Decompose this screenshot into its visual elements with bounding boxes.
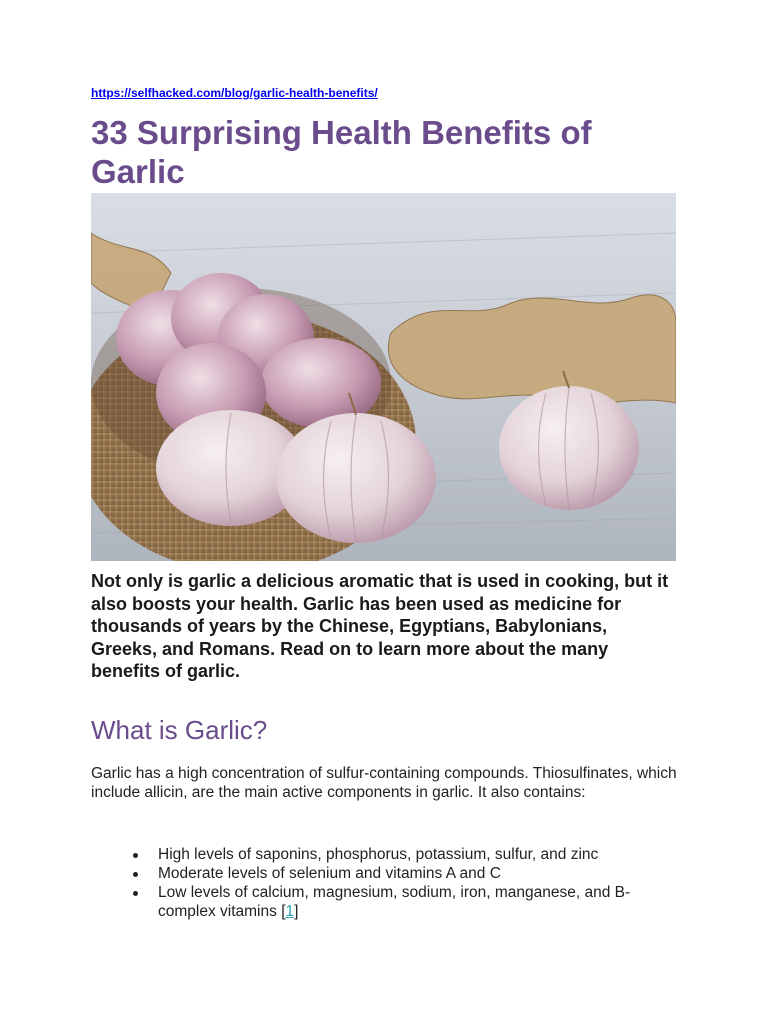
article-title: 33 Surprising Health Benefits of Garlic (91, 114, 592, 190)
list-item (91, 864, 677, 883)
list-item-text: High levels of saponins, phosphorus, potassium, sulfur, and zinc (158, 846, 599, 863)
bullet-icon (133, 872, 138, 877)
list-item-text: Low levels of calcium, magnesium, sodium, iron, manganese, and B-complex vitamins (158, 884, 631, 920)
garlic-photo (91, 193, 676, 561)
source-url-link[interactable]: https://selfhacked.com/blog/garlic-health-benefits/ (91, 86, 378, 100)
intro-paragraph: Not only is garlic a delicious aromatic that is used in cooking, but it also boosts your health. Garlic has been used as medicine for thousands of years by the Chinese, Egyptians, Babylonians, Greeks, and Romans. Read on to learn more about the many benefits of garlic. (91, 571, 669, 682)
reference-open-bracket: [ (281, 903, 286, 920)
nutrient-list (91, 845, 677, 921)
list-item (91, 883, 677, 921)
section-paragraph: Garlic has a high concentration of sulfur-containing compounds. Thiosulfinates, which include allicin, are the main active components in garlic. It also contains: (91, 765, 677, 801)
reference-close-bracket: ] (294, 903, 299, 920)
reference-link[interactable]: 1 (285, 903, 295, 920)
section-heading: What is Garlic? (91, 715, 268, 745)
list-item-text: Moderate levels of selenium and vitamins A and C (158, 865, 501, 882)
bullet-icon (133, 853, 138, 858)
bullet-icon (133, 891, 138, 896)
list-item (91, 845, 677, 864)
